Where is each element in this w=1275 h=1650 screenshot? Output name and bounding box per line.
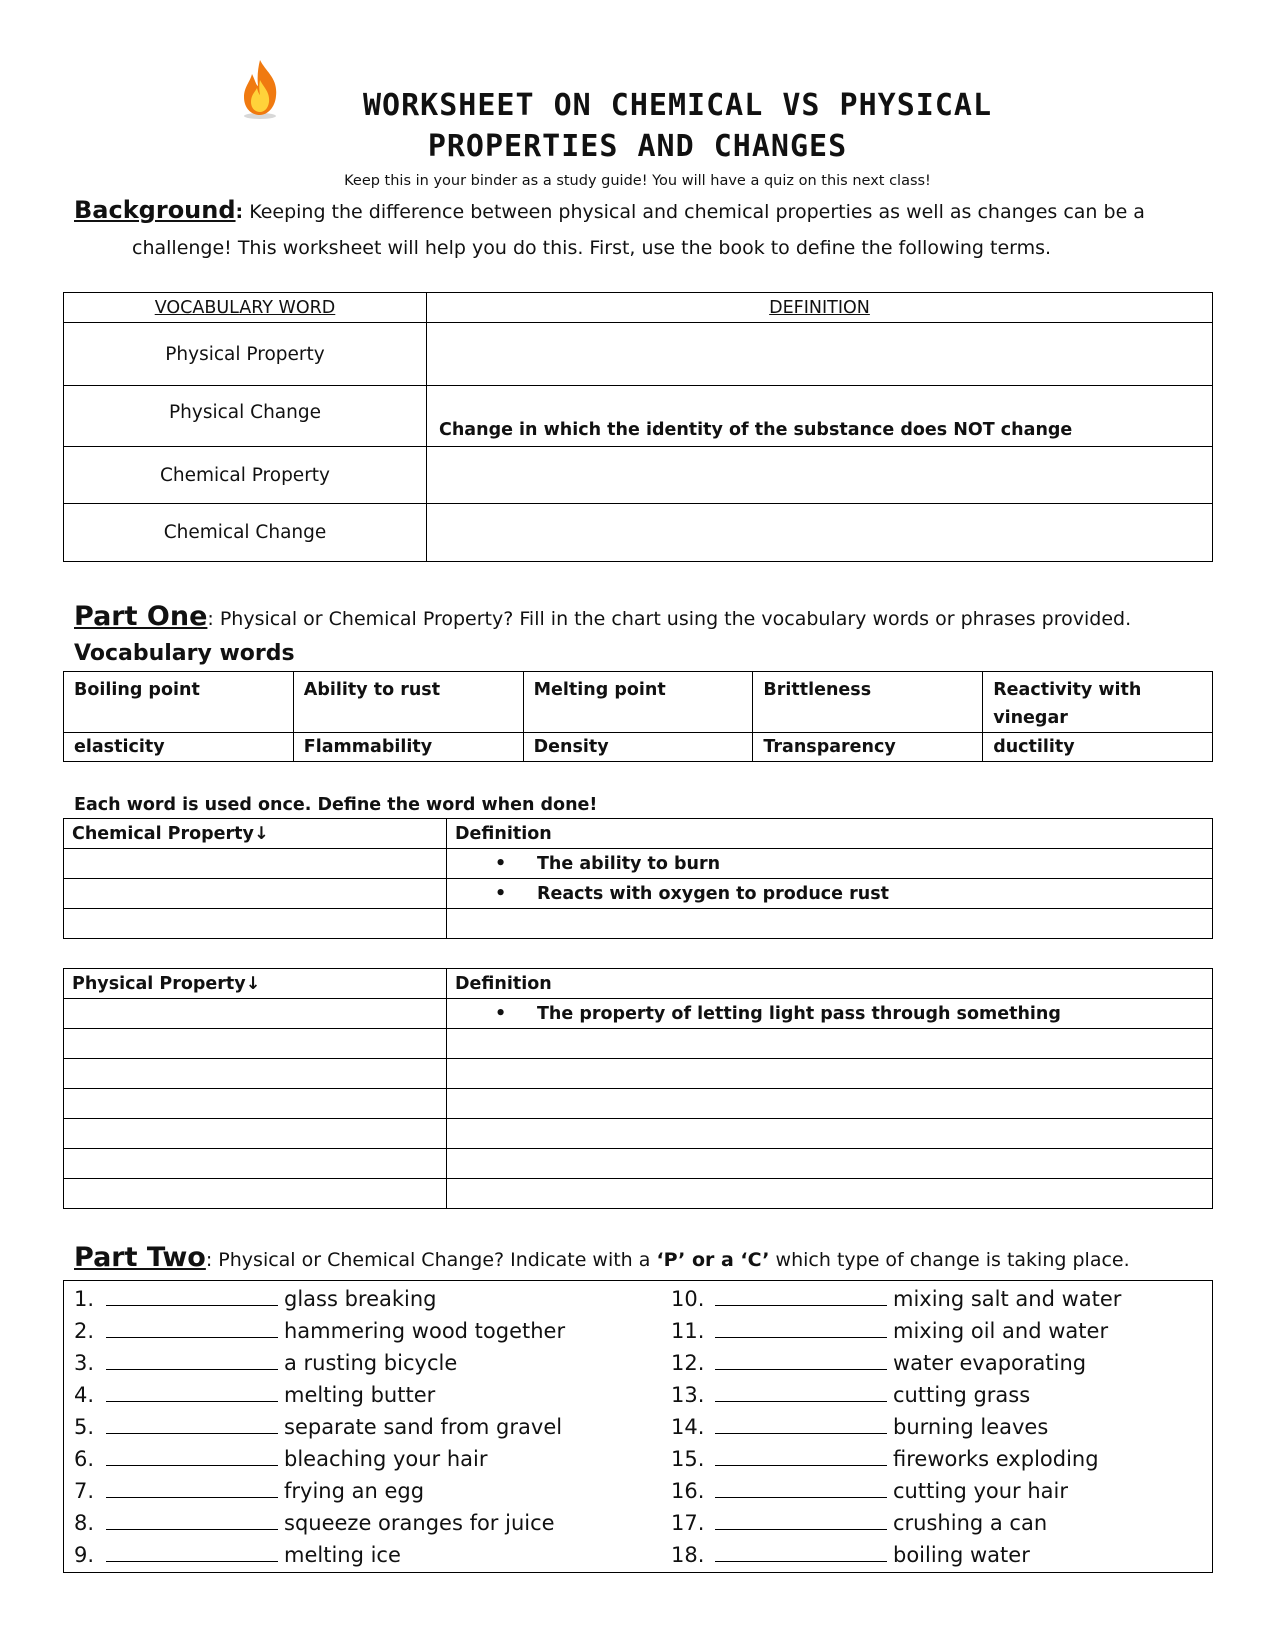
- table-row: [64, 819, 1213, 849]
- background-heading: Background: [74, 196, 236, 224]
- list-item: [671, 1317, 1108, 1343]
- background-line-2: challenge! This worksheet will help you do this. First, use the book to define the following terms.: [132, 237, 1052, 259]
- table-row: [64, 672, 1213, 733]
- list-item: [74, 1317, 565, 1343]
- list-item: [74, 1413, 562, 1439]
- item-text: mixing salt and water: [893, 1287, 1122, 1311]
- definition-field[interactable]: [447, 1029, 1213, 1059]
- part-two-heading: Part Two: [74, 1242, 206, 1273]
- physical-property-header: Physical Property↓: [64, 969, 447, 999]
- item-number: 18.: [671, 1543, 705, 1567]
- table-row: [64, 849, 1213, 879]
- vocabulary-words-label: Vocabulary words: [74, 641, 295, 666]
- vocab-word-cell: elasticity: [64, 733, 294, 762]
- background-line-1: [74, 196, 1194, 224]
- item-number: 6.: [74, 1447, 95, 1471]
- answer-field[interactable]: [64, 1029, 447, 1059]
- item-number: 15.: [671, 1447, 705, 1471]
- part-two-instruction-end: which type of change is taking place.: [769, 1249, 1130, 1271]
- item-text: crushing a can: [893, 1511, 1048, 1535]
- list-item: [671, 1381, 1030, 1407]
- item-number: 1.: [74, 1287, 95, 1311]
- list-item: [74, 1285, 437, 1311]
- list-item: [74, 1381, 435, 1407]
- vocab-word-cell: Ability to rust: [293, 672, 523, 733]
- vocab-word-cell: Boiling point: [64, 672, 294, 733]
- definition-header: Definition: [447, 969, 1213, 999]
- table-row: [64, 909, 1213, 939]
- answer-field[interactable]: [64, 1089, 447, 1119]
- item-number: 13.: [671, 1383, 705, 1407]
- item-text: cutting your hair: [893, 1479, 1069, 1503]
- vocab-definition-field[interactable]: [427, 323, 1213, 386]
- table-row: [64, 504, 1213, 562]
- vocab-definition-field[interactable]: Change in which the identity of the substance does NOT change: [427, 386, 1213, 447]
- list-item: [671, 1349, 1086, 1375]
- item-number: 9.: [74, 1543, 95, 1567]
- item-number: 17.: [671, 1511, 705, 1535]
- table-row: [64, 1059, 1213, 1089]
- item-text: a rusting bicycle: [284, 1351, 458, 1375]
- item-text: mixing oil and water: [893, 1319, 1109, 1343]
- item-text: boiling water: [893, 1543, 1030, 1567]
- item-text: water evaporating: [893, 1351, 1087, 1375]
- vocab-word-cell: Melting point: [523, 672, 753, 733]
- vocab-word-cell: ductility: [983, 733, 1213, 762]
- answer-blank[interactable]: [106, 1477, 278, 1498]
- answer-field[interactable]: [64, 909, 447, 939]
- answer-field[interactable]: [64, 999, 447, 1029]
- vocab-definition-field[interactable]: [427, 504, 1213, 562]
- part-two-instruction-letters: ‘P’ or a ‘C’: [656, 1249, 770, 1271]
- item-text: fireworks exploding: [893, 1447, 1099, 1471]
- item-text: hammering wood together: [284, 1319, 566, 1343]
- table-row: [64, 386, 1213, 447]
- answer-field[interactable]: [64, 849, 447, 879]
- part-one-heading: Part One: [74, 601, 208, 632]
- part-two-instruction-start: : Physical or Chemical Change? Indicate with a: [205, 1249, 657, 1271]
- vocab-word: Physical Change: [64, 386, 427, 447]
- item-number: 7.: [74, 1479, 95, 1503]
- vocab-header-definition: DEFINITION: [427, 293, 1213, 323]
- table-row: [64, 733, 1213, 762]
- vocabulary-definition-table: [63, 292, 1213, 562]
- answer-blank[interactable]: [715, 1349, 887, 1370]
- chemical-property-table: [63, 818, 1213, 939]
- item-text: cutting grass: [893, 1383, 1031, 1407]
- table-row: [64, 969, 1213, 999]
- item-number: 12.: [671, 1351, 705, 1375]
- answer-field[interactable]: [64, 1059, 447, 1089]
- answer-blank[interactable]: [715, 1317, 887, 1338]
- definition-text: The ability to burn: [537, 853, 721, 874]
- title-line-1: WORKSHEET ON CHEMICAL VS PHYSICAL: [362, 88, 993, 123]
- part-two-heading-row: [74, 1242, 1130, 1273]
- item-number: 2.: [74, 1319, 95, 1343]
- answer-blank[interactable]: [106, 1445, 278, 1466]
- definition-text: Reacts with oxygen to produce rust: [537, 883, 889, 904]
- answer-field[interactable]: [64, 1179, 447, 1209]
- answer-blank[interactable]: [715, 1445, 887, 1466]
- list-item: [74, 1477, 424, 1503]
- vocabulary-words-table: [63, 671, 1213, 762]
- definition-field[interactable]: [447, 1059, 1213, 1089]
- vocab-definition-field[interactable]: [427, 447, 1213, 504]
- item-text: squeeze oranges for juice: [284, 1511, 555, 1535]
- table-row: [64, 999, 1213, 1029]
- answer-field[interactable]: [64, 1119, 447, 1149]
- vocab-word: Chemical Property: [64, 447, 427, 504]
- background-colon: :: [235, 201, 244, 223]
- item-number: 16.: [671, 1479, 705, 1503]
- answer-blank[interactable]: [715, 1477, 887, 1498]
- item-number: 4.: [74, 1383, 95, 1407]
- chemical-property-header: Chemical Property↓: [64, 819, 447, 849]
- item-text: melting ice: [284, 1543, 401, 1567]
- item-number: 14.: [671, 1415, 705, 1439]
- item-number: 3.: [74, 1351, 95, 1375]
- item-number: 5.: [74, 1415, 95, 1439]
- answer-blank[interactable]: [106, 1541, 278, 1562]
- table-row: [64, 1179, 1213, 1209]
- answer-blank[interactable]: [715, 1509, 887, 1530]
- definition-text: The property of letting light pass through something: [537, 1003, 1061, 1024]
- list-item: [671, 1541, 1030, 1567]
- table-row: [64, 323, 1213, 386]
- bullet-icon: •: [495, 1003, 507, 1024]
- vocab-header-word: VOCABULARY WORD: [64, 293, 427, 323]
- answer-field[interactable]: [64, 1149, 447, 1179]
- answer-blank[interactable]: [106, 1349, 278, 1370]
- answer-blank[interactable]: [106, 1317, 278, 1338]
- answer-blank[interactable]: [715, 1541, 887, 1562]
- item-text: separate sand from gravel: [284, 1415, 563, 1439]
- bullet-icon: •: [495, 883, 507, 904]
- definition-field[interactable]: [447, 1089, 1213, 1119]
- answer-blank[interactable]: [715, 1413, 887, 1434]
- vocab-word-cell: Transparency: [753, 733, 983, 762]
- definition-header: Definition: [447, 819, 1213, 849]
- item-text: burning leaves: [893, 1415, 1049, 1439]
- list-item: [74, 1445, 488, 1471]
- background-text-1: Keeping the difference between physical and chemical properties as well as changes can be a: [249, 201, 1145, 223]
- item-number: 8.: [74, 1511, 95, 1535]
- item-number: 11.: [671, 1319, 705, 1343]
- definition-field[interactable]: [447, 1119, 1213, 1149]
- list-item: [671, 1285, 1121, 1311]
- vocab-word-cell: Reactivity with vinegar: [983, 672, 1213, 733]
- list-item: [671, 1477, 1068, 1503]
- table-row: [64, 447, 1213, 504]
- table-row: [64, 879, 1213, 909]
- answer-blank[interactable]: [715, 1381, 887, 1402]
- answer-blank[interactable]: [106, 1381, 278, 1402]
- list-item: [671, 1445, 1099, 1471]
- answer-blank[interactable]: [715, 1285, 887, 1306]
- vocab-word: Physical Property: [64, 323, 427, 386]
- table-row: [64, 1089, 1213, 1119]
- vocab-word-cell: Density: [523, 733, 753, 762]
- table-row: [64, 1029, 1213, 1059]
- list-item: [74, 1541, 401, 1567]
- item-text: bleaching your hair: [284, 1447, 488, 1471]
- table-row: [64, 1119, 1213, 1149]
- answer-blank[interactable]: [106, 1285, 278, 1306]
- table-row: [64, 1149, 1213, 1179]
- physical-property-table: [63, 968, 1213, 1209]
- answer-blank[interactable]: [106, 1413, 278, 1434]
- list-item: [671, 1413, 1048, 1439]
- item-number: 10.: [671, 1287, 705, 1311]
- vocab-word-cell: Brittleness: [753, 672, 983, 733]
- each-word-note: Each word is used once. Define the word when done!: [74, 795, 598, 815]
- part-two-list: [63, 1280, 1213, 1573]
- item-text: frying an egg: [284, 1479, 425, 1503]
- answer-blank[interactable]: [106, 1509, 278, 1530]
- list-item: [74, 1349, 457, 1375]
- subtitle: Keep this in your binder as a study guide! You will have a quiz on this next class!: [344, 173, 931, 189]
- bullet-icon: •: [495, 853, 507, 874]
- vocab-word-cell: Flammability: [293, 733, 523, 762]
- part-one-heading-row: [74, 601, 1131, 632]
- part-one-instruction: : Physical or Chemical Property? Fill in the chart using the vocabulary words or phrases provided.: [207, 608, 1132, 630]
- title-line-2: PROPERTIES AND CHANGES: [427, 129, 848, 164]
- definition-field[interactable]: [447, 909, 1213, 939]
- item-text: melting butter: [284, 1383, 436, 1407]
- answer-field[interactable]: [64, 879, 447, 909]
- definition-field[interactable]: [447, 1179, 1213, 1209]
- list-item: [74, 1509, 555, 1535]
- definition-field[interactable]: [447, 1149, 1213, 1179]
- list-item: [671, 1509, 1047, 1535]
- item-text: glass breaking: [284, 1287, 437, 1311]
- definition-cell: [447, 999, 1213, 1029]
- definition-cell: [447, 879, 1213, 909]
- vocab-word: Chemical Change: [64, 504, 427, 562]
- definition-cell: [447, 849, 1213, 879]
